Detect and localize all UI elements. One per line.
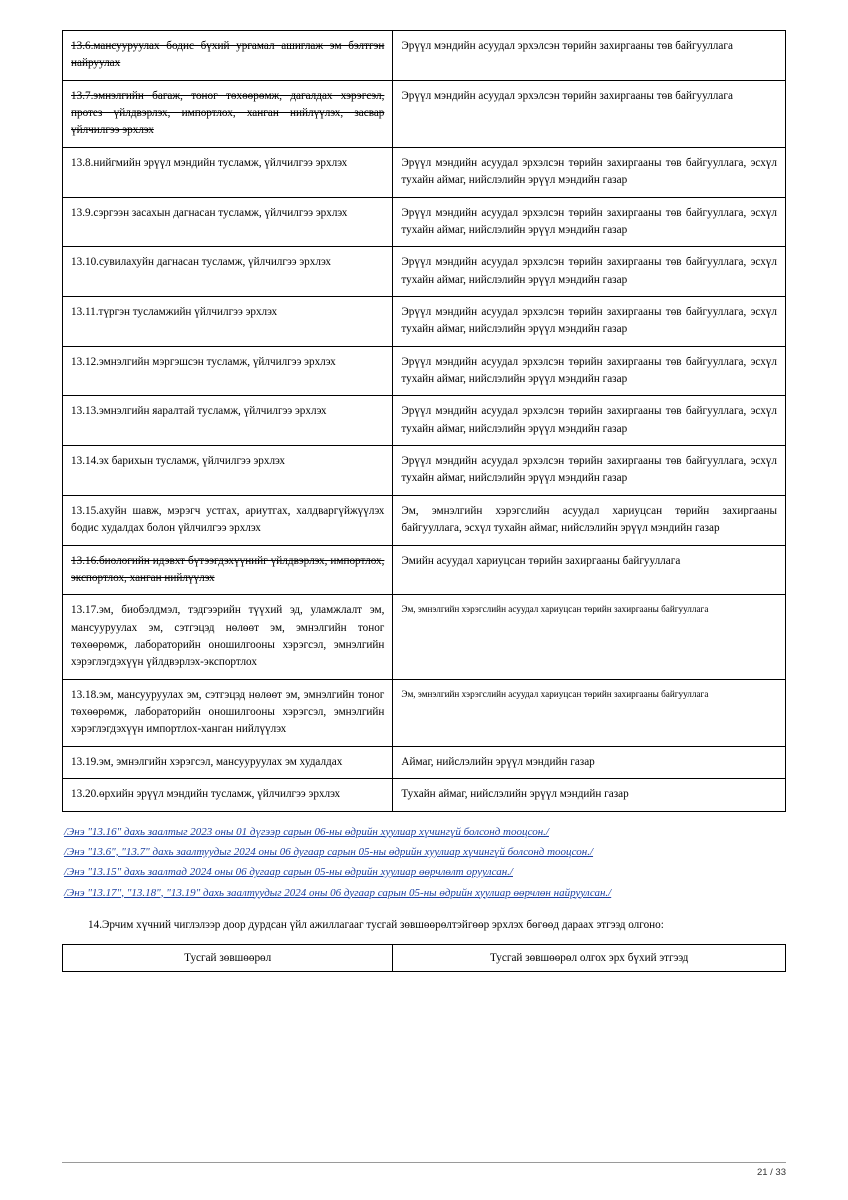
table-cell-activity bbox=[63, 746, 393, 778]
authority-text: Эмийн асуудал хариуцсан төрийн захиргааны байгууллага bbox=[401, 554, 681, 567]
table-row bbox=[63, 197, 786, 247]
authority-text: Эрүүл мэндийн асуудал эрхэлсэн төрийн захиргааны төв байгууллага, эсхүл тухайн аймаг, нийслэлийн эрүүл мэндийн газар bbox=[401, 355, 777, 386]
energy-permissions-table bbox=[62, 944, 786, 972]
authority-text: Тухайн аймаг, нийслэлийн эрүүл мэндийн газар bbox=[401, 788, 629, 801]
authority-text: Эрүүл мэндийн асуудал эрхэлсэн төрийн захиргааны төв байгууллага, эсхүл тухайн аймаг, нийслэлийн эрүүл мэндийн газар bbox=[401, 405, 777, 435]
table-cell-authority bbox=[393, 545, 786, 595]
activity-text: 13.6.мансууруулах бодис бүхий ургамал ашиглаж эм бэлтгэн найруулах bbox=[71, 40, 385, 70]
permissions-table-body bbox=[63, 31, 786, 812]
table-header-authority: Тусгай зөвшөөрөл олгох эрх бүхий этгээд bbox=[393, 944, 786, 971]
table-row bbox=[63, 545, 786, 595]
activity-text: 13.19.эм, эмнэлгийн хэрэгсэл, мансууруулах эм худалдах bbox=[71, 755, 343, 768]
table-cell-authority bbox=[393, 197, 786, 247]
amendment-notes bbox=[64, 822, 786, 903]
table-cell-authority bbox=[393, 296, 786, 346]
table-cell-activity bbox=[63, 545, 393, 595]
authority-text: Эрүүл мэндийн асуудал эрхэлсэн төрийн захиргааны төв байгууллага bbox=[401, 40, 733, 52]
activity-text: 13.16.биологийн идэвхт бүтээгдэхүүнийг үйлдвэрлэх, импортлох, экспортлох, ханган нийлүүлэх bbox=[71, 554, 385, 584]
table-header-permission: Тусгай зөвшөөрөл bbox=[63, 944, 393, 971]
footer-divider bbox=[62, 1162, 786, 1163]
authority-text: Эм, эмнэлгийн хэрэгслийн асуудал хариуцсан төрийн захиргааны байгууллага, эсхүл тухайн аймаг, нийслэлийн эрүүл мэндийн газар bbox=[401, 504, 777, 535]
table-cell-activity bbox=[63, 679, 393, 746]
activity-text: 13.13.эмнэлгийн яаралтай тусламж, үйлчилгээ эрхлэх bbox=[71, 405, 327, 418]
page-footer bbox=[0, 1162, 848, 1178]
authority-text: Эрүүл мэндийн асуудал эрхэлсэн төрийн захиргааны төв байгууллага, эсхүл тухайн аймаг, нийслэлийн эрүүл мэндийн газар bbox=[401, 206, 777, 236]
table-row bbox=[63, 495, 786, 545]
table-row bbox=[63, 346, 786, 396]
energy-permissions-table-body bbox=[63, 944, 786, 971]
table-cell-activity bbox=[63, 197, 393, 247]
activity-text: 13.9.сэргээн засахын дагнасан тусламж, үйлчилгээ эрхлэх bbox=[71, 206, 348, 219]
table-cell-authority bbox=[393, 80, 786, 147]
amendment-note: /Энэ "13.16" дахь заалтыг 2023 оны 01 дүгээр сарын 06-ны өдрийн хуулиар хүчингүй болсонд тооцсон./ bbox=[64, 825, 549, 838]
table-cell-activity bbox=[63, 779, 393, 811]
activity-text: 13.8.нийгмийн эрүүл мэндийн тусламж, үйлчилгээ эрхлэх bbox=[71, 156, 348, 169]
authority-text: Аймаг, нийслэлийн эрүүл мэндийн газар bbox=[401, 755, 595, 768]
authority-text: Эрүүл мэндийн асуудал эрхэлсэн төрийн захиргааны төв байгууллага, эсхүл тухайн аймаг, нийслэлийн эрүүл мэндийн газар bbox=[401, 455, 777, 485]
table-row bbox=[63, 147, 786, 197]
table-cell-authority bbox=[393, 679, 786, 746]
activity-text: 13.10.сувилахуйн дагнасан тусламж, үйлчилгээ эрхлэх bbox=[71, 256, 331, 269]
table-row bbox=[63, 396, 786, 446]
table-row bbox=[63, 746, 786, 778]
permissions-table bbox=[62, 30, 786, 812]
authority-text: Эрүүл мэндийн асуудал эрхэлсэн төрийн захиргааны төв байгууллага, эсхүл тухайн аймаг, нийслэлийн эрүүл мэндийн газар bbox=[401, 256, 777, 286]
table-row bbox=[63, 80, 786, 147]
table-cell-authority bbox=[393, 396, 786, 446]
page-number: 21 / 33 bbox=[756, 1167, 786, 1178]
authority-text: Эрүүл мэндийн асуудал эрхэлсэн төрийн захиргааны төв байгууллага bbox=[401, 89, 733, 102]
activity-text: 13.7.эмнэлгийн багаж, тоног төхөөрөмж, дагалдах хэрэгсэл, протез үйлдвэрлэх, импортлох, ханган нийлүүлэх, засвар үйлчилгээ эрхлэх bbox=[71, 89, 385, 137]
amendment-note: /Энэ "13.15" дахь заалтад 2024 оны 06 дугаар сарын 05-ны өдрийн хуулиар өөрчлөлт оруулсан./ bbox=[64, 866, 513, 879]
table-cell-authority bbox=[393, 779, 786, 811]
amendment-note: /Энэ "13.17", "13.18", "13.19" дахь заалтуудыг 2024 оны 06 дугаар сарын 05-ны өдрийн хуулиар өөрчлөн найруулсан./ bbox=[64, 886, 612, 899]
table-cell-authority bbox=[393, 746, 786, 778]
activity-text: 13.15.ахуйн шавж, мэрэгч устгах, ариутгах, халдваргүйжүүлэх бодис худалдах болон үйлчилгээ эрхлэх bbox=[71, 504, 385, 535]
activity-text: 13.17.эм, биобэлдмэл, тэдгээрийн түүхий эд, уламжлалт эм, мансууруулах эм, сэтгэцэд нөлөөт эм, эмнэлгийн тоног төхөөрөмж, лабораторийн оношилгооны хэрэгсэл, эмнэлгийн хэрэглэгдэхүүн үйлдвэрлэх-экспортлох bbox=[71, 604, 385, 669]
table-cell-activity bbox=[63, 346, 393, 396]
authority-text: Эм, эмнэлгийн хэрэгслийн асуудал хариуцсан төрийн захиргааны байгууллага bbox=[401, 688, 709, 699]
table-cell-activity bbox=[63, 396, 393, 446]
activity-text: 13.18.эм, мансууруулах эм, сэтгэцэд нөлөөт эм, эмнэлгийн тоног төхөөрөмж, лабораторийн оношилгооны хэрэгсэл, эмнэлгийн хэрэглэгдэхүүн импортлох-ханган нийлүүлэх bbox=[71, 688, 385, 736]
table-cell-activity bbox=[63, 247, 393, 297]
table-header-row bbox=[63, 944, 786, 971]
authority-text: Эрүүл мэндийн асуудал эрхэлсэн төрийн захиргааны төв байгууллага, эсхүл тухайн аймаг, нийслэлийн эрүүл мэндийн газар bbox=[401, 156, 777, 187]
table-cell-activity bbox=[63, 595, 393, 679]
table-cell-authority bbox=[393, 346, 786, 396]
table-cell-authority bbox=[393, 495, 786, 545]
table-row bbox=[63, 679, 786, 746]
table-cell-activity bbox=[63, 446, 393, 496]
table-cell-authority bbox=[393, 595, 786, 679]
authority-text: Эрүүл мэндийн асуудал эрхэлсэн төрийн захиргааны төв байгууллага, эсхүл тухайн аймаг, нийслэлийн эрүүл мэндийн газар bbox=[401, 305, 777, 336]
authority-text: Эм, эмнэлгийн хэрэгслийн асуудал хариуцсан төрийн захиргааны байгууллага bbox=[401, 604, 709, 615]
paragraph-14: 14.Эрчим хүчний чиглэлээр доор дурдсан үйл ажиллагааг тусгай зөвшөөрөлтэйгөөр эрхлэх бөгөөд дараах этгээд олгоно: bbox=[88, 918, 664, 931]
table-row bbox=[63, 296, 786, 346]
table-row bbox=[63, 247, 786, 297]
table-cell-activity bbox=[63, 495, 393, 545]
table-cell-activity bbox=[63, 80, 393, 147]
amendment-note: /Энэ "13.6", "13.7" дахь заалтуудыг 2024 оны 06 дугаар сарын 05-ны өдрийн хуулиар хүчингүй болсонд тооцсон./ bbox=[64, 845, 594, 858]
activity-text: 13.14.эх барихын тусламж, үйлчилгээ эрхлэх bbox=[71, 455, 285, 468]
table-cell-authority bbox=[393, 247, 786, 297]
table-row bbox=[63, 446, 786, 496]
table-row bbox=[63, 31, 786, 81]
table-cell-activity bbox=[63, 296, 393, 346]
table-row bbox=[63, 779, 786, 811]
table-row bbox=[63, 595, 786, 679]
table-cell-authority bbox=[393, 446, 786, 496]
table-cell-authority bbox=[393, 147, 786, 197]
activity-text: 13.20.өрхийн эрүүл мэндийн тусламж, үйлчилгээ эрхлэх bbox=[71, 788, 341, 801]
activity-text: 13.11.түргэн тусламжийн үйлчилгээ эрхлэх bbox=[71, 305, 278, 318]
table-cell-activity bbox=[63, 147, 393, 197]
table-cell-authority bbox=[393, 31, 786, 81]
table-cell-activity bbox=[63, 31, 393, 81]
activity-text: 13.12.эмнэлгийн мэргэшсэн тусламж, үйлчилгээ эрхлэх bbox=[71, 355, 336, 368]
